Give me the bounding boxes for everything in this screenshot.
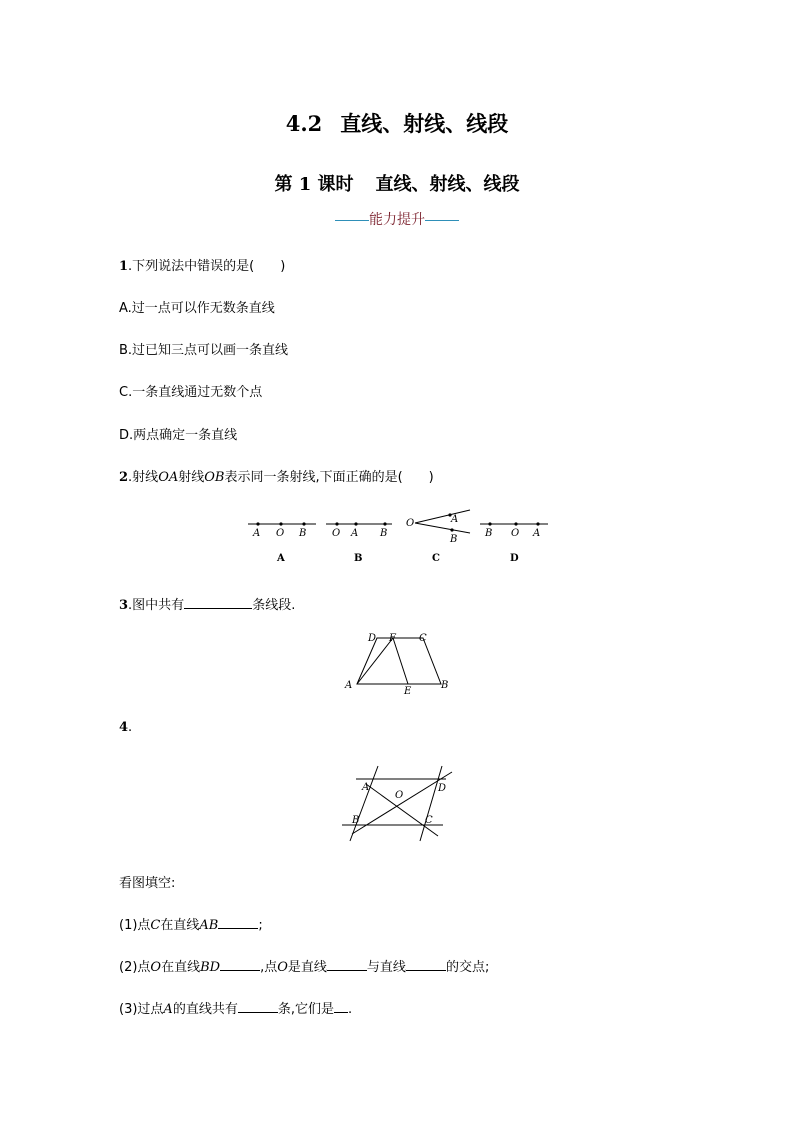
- figa-label-2: O: [276, 528, 285, 539]
- q3-number: 3: [119, 598, 129, 613]
- q3-label-e: E: [404, 686, 412, 697]
- q4-part3: [119, 998, 352, 1017]
- q3-answer-blank[interactable]: [184, 596, 252, 609]
- q3-figure: [340, 628, 455, 698]
- q2-caption-a: A: [277, 553, 285, 564]
- section-title: 直线、射线、线段: [340, 111, 509, 136]
- q4-p1-text-b: 在直线: [160, 918, 200, 933]
- q1-text: .下列说法中错误的是( ): [128, 259, 286, 274]
- section-label: 能力提升: [369, 212, 425, 228]
- q1-option-c: C.一条直线通过无数个点: [119, 385, 263, 400]
- q4-p1-line: AB: [199, 918, 219, 933]
- q4-p3-text-a: (3)过点: [119, 1002, 164, 1017]
- q4-p2-blank-2[interactable]: [327, 958, 367, 971]
- section-banner: [0, 209, 794, 229]
- q4-label-b: B: [352, 815, 360, 826]
- q3-label-c: C: [419, 633, 427, 644]
- figb-label-2: A: [351, 528, 359, 539]
- figc-label-a: A: [451, 514, 459, 525]
- figd-label-1: B: [485, 528, 493, 539]
- q4-p2-text-e: 与直线: [366, 960, 406, 975]
- q2-ray2: OB: [204, 470, 225, 485]
- banner-rule-right: [425, 220, 459, 221]
- q2-text-a: .射线: [128, 470, 159, 485]
- q4-p1-text-a: (1)点: [119, 918, 151, 933]
- q4-p3-blank-2[interactable]: [334, 1000, 348, 1013]
- q4-p1-point: C: [150, 918, 161, 933]
- q4-label-c: C: [425, 815, 433, 826]
- figa-label-1: A: [253, 528, 261, 539]
- q3-label-f: F: [389, 633, 396, 644]
- q1-option-a: A.过一点可以作无数条直线: [119, 301, 275, 316]
- q2-stem: [119, 466, 434, 485]
- q4-p3-blank-1[interactable]: [238, 1000, 278, 1013]
- q4-p2-point-2: O: [277, 960, 288, 975]
- q4-p2-text-c: ,点: [260, 960, 278, 975]
- q4-p2-blank-3[interactable]: [406, 958, 446, 971]
- q3-label-a: A: [345, 680, 353, 691]
- q4-p2-line: BD: [200, 960, 221, 975]
- q4-p3-point: A: [163, 1002, 173, 1017]
- lesson-number: 第 1 课时: [274, 174, 354, 195]
- q4-p3-text-c: 条,它们是: [277, 1002, 334, 1017]
- q4-part2: [119, 956, 489, 975]
- q4-number: 4: [119, 720, 129, 735]
- q3-text-a: .图中共有: [128, 598, 185, 613]
- q2-ray1: OA: [158, 470, 179, 485]
- q4-p2-text-b: 在直线: [161, 960, 201, 975]
- q2-figure-c: [406, 510, 470, 564]
- q4-part1: [119, 914, 263, 933]
- figd-label-3: A: [533, 528, 541, 539]
- q4-p2-point: O: [150, 960, 162, 975]
- q4-label-d: D: [438, 783, 447, 794]
- q2-number: 2: [119, 470, 129, 485]
- q3-label-b: B: [441, 680, 449, 691]
- q4-p2-text-a: (2)点: [119, 960, 151, 975]
- q2-text-c: 表示同一条射线,下面正确的是( ): [224, 470, 434, 485]
- figb-label-1: O: [332, 528, 341, 539]
- q3-text-b: 条线段.: [252, 598, 296, 613]
- lesson-name: 直线、射线、线段: [375, 174, 520, 195]
- q3-stem: [119, 594, 295, 613]
- q1-stem: [119, 255, 285, 274]
- q2-caption-d: D: [510, 553, 519, 564]
- figd-label-2: O: [511, 528, 520, 539]
- q2-text-b: 射线: [178, 470, 205, 485]
- figa-label-3: B: [299, 528, 307, 539]
- figc-label-b: B: [450, 534, 458, 545]
- q2-figure-a: [248, 522, 316, 564]
- q1-option-d: D.两点确定一条直线: [119, 428, 238, 443]
- q1-number: 1: [119, 259, 129, 274]
- figb-label-3: B: [380, 528, 388, 539]
- q4-text: .: [128, 720, 133, 735]
- figc-label-o: O: [406, 518, 415, 529]
- q4-p2-blank-1[interactable]: [220, 958, 260, 971]
- q4-label-a: A: [362, 782, 370, 793]
- page-title: [0, 108, 794, 138]
- q2-figures: [240, 505, 560, 567]
- q4-figure: [338, 762, 458, 844]
- q4-p1-text-c: ;: [258, 918, 263, 933]
- q2-caption-b: B: [354, 553, 363, 564]
- section-number: 4.2: [285, 111, 323, 136]
- q4-prompt: 看图填空:: [119, 876, 176, 891]
- q2-figure-d: [480, 522, 548, 564]
- q4-p2-text-f: 的交点;: [445, 960, 490, 975]
- banner-rule-left: [335, 220, 369, 221]
- q4-p3-text-d: .: [347, 1002, 353, 1017]
- q1-option-b: B.过已知三点可以画一条直线: [119, 343, 289, 358]
- q4-p1-blank[interactable]: [218, 916, 258, 929]
- q2-figure-b: [326, 522, 392, 564]
- q4-stem: [119, 720, 132, 735]
- lesson-title: [0, 170, 794, 196]
- q4-label-o: O: [395, 790, 404, 801]
- q2-caption-c: C: [432, 553, 440, 564]
- q3-label-d: D: [368, 633, 377, 644]
- q4-p3-text-b: 的直线共有: [172, 1002, 238, 1017]
- q4-p2-text-d: 是直线: [287, 960, 327, 975]
